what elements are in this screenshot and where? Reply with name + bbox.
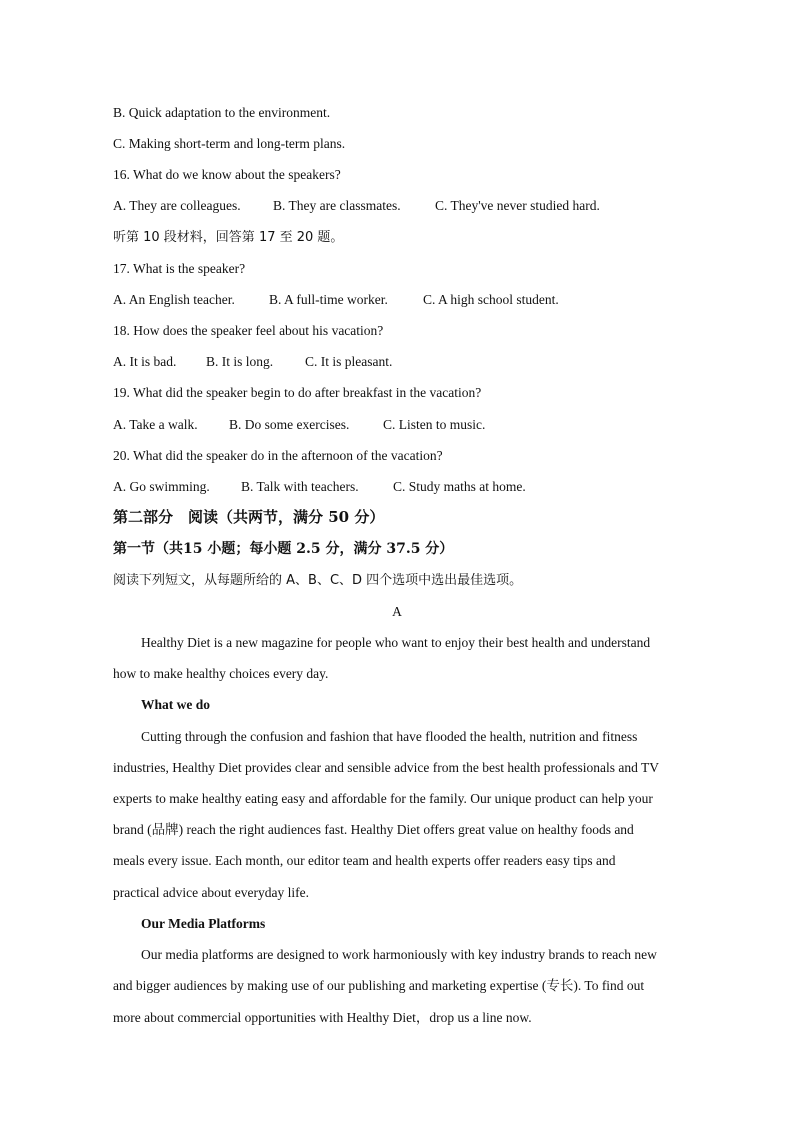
what-we-do-line-2: industries, Healthy Diet provides clear and sensible advice from the best health professionals and TV bbox=[113, 760, 659, 775]
q17-options bbox=[113, 291, 559, 309]
q18-option-b: B. It is long. bbox=[206, 354, 274, 369]
q20-option-b: B. Talk with teachers. bbox=[241, 479, 359, 494]
q19-option-b: B. Do some exercises. bbox=[229, 417, 350, 432]
what-we-do-line-3: experts to make healthy eating easy and affordable for the family. Our unique product can help your bbox=[113, 791, 653, 806]
reading-section-title: 第一节（共15 小题；每小题 2.5 分，满分 37.5 分） bbox=[113, 541, 454, 557]
media-line-1: Our media platforms are designed to work harmoniously with key industry brands to reach new bbox=[141, 947, 657, 962]
q17-option-c: C. A high school student. bbox=[423, 292, 559, 307]
q19-stem: 19. What did the speaker begin to do after breakfast in the vacation? bbox=[113, 385, 482, 400]
q18-option-c: C. It is pleasant. bbox=[305, 354, 393, 369]
what-we-do-line-1: Cutting through the confusion and fashion that have flooded the health, nutrition and fitness bbox=[141, 729, 638, 744]
media-line-3: more about commercial opportunities with Healthy Diet，drop us a line now. bbox=[113, 1010, 532, 1025]
q20-stem: 20. What did the speaker do in the afternoon of the vacation? bbox=[113, 448, 443, 463]
q16-option-c: C. They've never studied hard. bbox=[435, 198, 600, 213]
q15-option-b: B. Quick adaptation to the environment. bbox=[113, 105, 331, 120]
q18-stem: 18. How does the speaker feel about his vacation? bbox=[113, 323, 384, 338]
q18-option-a: A. It is bad. bbox=[113, 354, 177, 369]
q18-options bbox=[113, 353, 392, 371]
passage-label: A bbox=[392, 604, 402, 619]
q19-options bbox=[113, 416, 485, 434]
reading-instructions: 阅读下列短文，从每题所给的 A、B、C、D 四个选项中选出最佳选项。 bbox=[113, 573, 523, 588]
what-we-do-line-4: brand (品牌) reach the right audiences fast. Healthy Diet offers great value on healthy foods and bbox=[113, 822, 634, 837]
reading-part-title: 第二部分 阅读（共两节，满分 50 分） bbox=[113, 508, 385, 526]
q17-option-b: B. A full-time worker. bbox=[269, 292, 388, 307]
q20-options bbox=[113, 478, 526, 496]
q16-option-a: A. They are colleagues. bbox=[113, 198, 241, 213]
intro-line-2: how to make healthy choices every day. bbox=[113, 666, 329, 681]
intro-line-1: Healthy Diet is a new magazine for people who want to enjoy their best health and understand bbox=[141, 635, 651, 650]
q16-options bbox=[113, 197, 600, 215]
q16-stem: 16. What do we know about the speakers? bbox=[113, 167, 341, 182]
q20-option-a: A. Go swimming. bbox=[113, 479, 210, 494]
q19-option-a: A. Take a walk. bbox=[113, 417, 198, 432]
q15-option-c: C. Making short-term and long-term plans. bbox=[113, 136, 346, 151]
q19-option-c: C. Listen to music. bbox=[383, 417, 486, 432]
q17-stem: 17. What is the speaker? bbox=[113, 261, 246, 276]
what-we-do-heading: What we do bbox=[141, 697, 211, 712]
q17-option-a: A. An English teacher. bbox=[113, 292, 235, 307]
q20-option-c: C. Study maths at home. bbox=[393, 479, 526, 494]
media-line-2: and bigger audiences by making use of our publishing and marketing expertise (专长). To find out bbox=[113, 978, 645, 993]
media-platforms-heading: Our Media Platforms bbox=[141, 916, 266, 931]
what-we-do-line-5: meals every issue. Each month, our editor team and health experts offer readers easy tips and bbox=[113, 853, 616, 868]
what-we-do-line-6: practical advice about everyday life. bbox=[113, 885, 310, 900]
q16-option-b: B. They are classmates. bbox=[273, 198, 401, 213]
section-10-intro: 听第 10 段材料，回答第 17 至 20 题。 bbox=[113, 230, 344, 245]
